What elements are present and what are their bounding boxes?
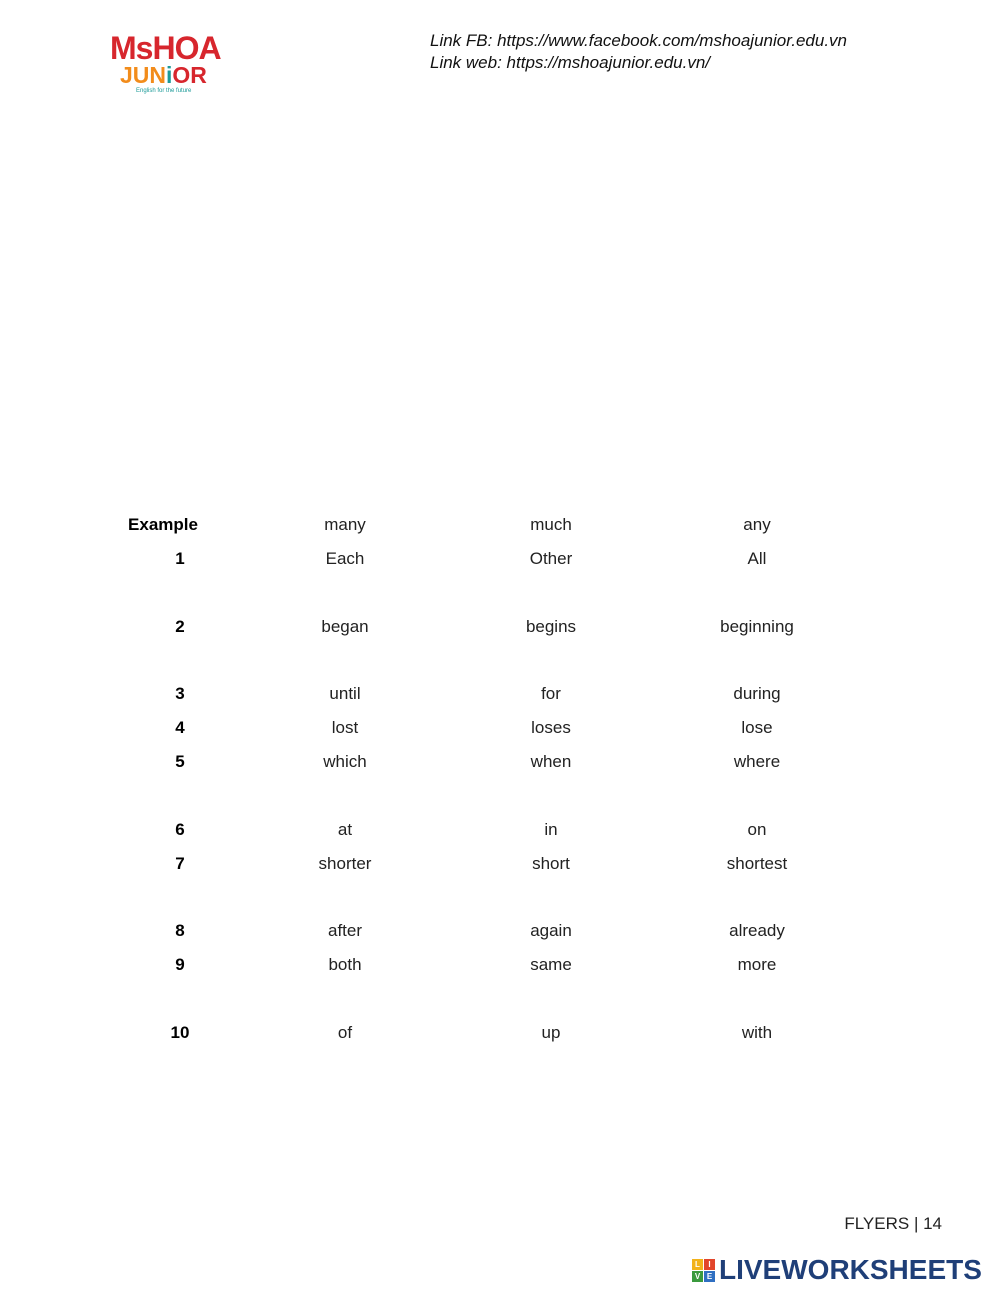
mshoa-junior-logo	[108, 30, 233, 96]
option-a: many	[324, 515, 366, 534]
row-number: 6	[175, 820, 185, 839]
website-link[interactable]: Link web: https://mshoajunior.edu.vn/	[430, 53, 711, 72]
block-l: L	[692, 1259, 703, 1270]
option-row	[0, 549, 1000, 573]
option-row	[0, 617, 1000, 641]
facebook-link[interactable]: Link FB: https://www.facebook.com/mshoajunior.edu.vn	[430, 31, 848, 50]
option-c[interactable]: more	[737, 955, 777, 974]
header-links	[430, 30, 847, 74]
logo-line1: MsHOA	[110, 30, 221, 66]
block-v: V	[692, 1271, 703, 1282]
option-b[interactable]: begins	[525, 617, 577, 636]
row-number: 9	[175, 955, 185, 974]
option-b[interactable]: up	[541, 1023, 561, 1042]
row-number: 8	[175, 921, 185, 940]
option-b[interactable]: in	[544, 820, 558, 839]
logo-tagline: English for the future	[136, 88, 192, 94]
block-i: I	[704, 1259, 715, 1270]
option-row	[0, 955, 1000, 979]
option-row	[0, 921, 1000, 945]
row-number: 3	[175, 684, 185, 703]
option-b: much	[530, 515, 572, 534]
option-c[interactable]: already	[729, 921, 785, 940]
option-row-example	[0, 515, 1000, 539]
row-number: 10	[170, 1023, 190, 1042]
option-a[interactable]: at	[337, 820, 353, 839]
row-number: 1	[175, 549, 185, 568]
option-a[interactable]: shorter	[318, 854, 372, 873]
option-a[interactable]: both	[328, 955, 362, 974]
option-c[interactable]: with	[741, 1023, 773, 1042]
option-c[interactable]: beginning	[720, 617, 794, 636]
row-number: 2	[175, 617, 185, 636]
option-c[interactable]: during	[733, 684, 781, 703]
row-number: Example	[128, 515, 198, 534]
liveworksheets-blocks-icon	[692, 1259, 715, 1282]
option-a[interactable]: of	[337, 1023, 353, 1042]
option-a[interactable]: lost	[331, 718, 359, 737]
option-b[interactable]: same	[530, 955, 572, 974]
option-row	[0, 854, 1000, 878]
option-a[interactable]: after	[327, 921, 363, 940]
row-number: 4	[175, 718, 185, 737]
option-c[interactable]: on	[747, 820, 767, 839]
liveworksheets-wordmark: LIVEWORKSHEETS	[719, 1254, 982, 1285]
option-row	[0, 684, 1000, 708]
option-b[interactable]: short	[532, 854, 570, 873]
option-row	[0, 1023, 1000, 1047]
option-c[interactable]: where	[733, 752, 781, 771]
row-number: 5	[175, 752, 185, 771]
row-number: 7	[175, 854, 185, 873]
option-row	[0, 820, 1000, 844]
option-a[interactable]: which	[323, 752, 367, 771]
page-number: FLYERS | 14	[844, 1214, 942, 1233]
option-b[interactable]: Other	[529, 549, 573, 568]
option-row	[0, 752, 1000, 776]
block-e: E	[704, 1271, 715, 1282]
option-b[interactable]: for	[541, 684, 561, 703]
option-c[interactable]: All	[747, 549, 767, 568]
liveworksheets-logo	[692, 1254, 982, 1286]
option-b[interactable]: loses	[531, 718, 571, 737]
option-row	[0, 718, 1000, 742]
option-a[interactable]: Each	[325, 549, 365, 568]
logo-line2: JUNiOR	[120, 62, 207, 88]
option-b[interactable]: when	[530, 752, 572, 771]
option-c[interactable]: shortest	[726, 854, 788, 873]
option-b[interactable]: again	[530, 921, 572, 940]
option-a[interactable]: until	[329, 684, 361, 703]
option-a[interactable]: began	[321, 617, 369, 636]
option-c[interactable]: lose	[741, 718, 773, 737]
option-c: any	[743, 515, 771, 534]
